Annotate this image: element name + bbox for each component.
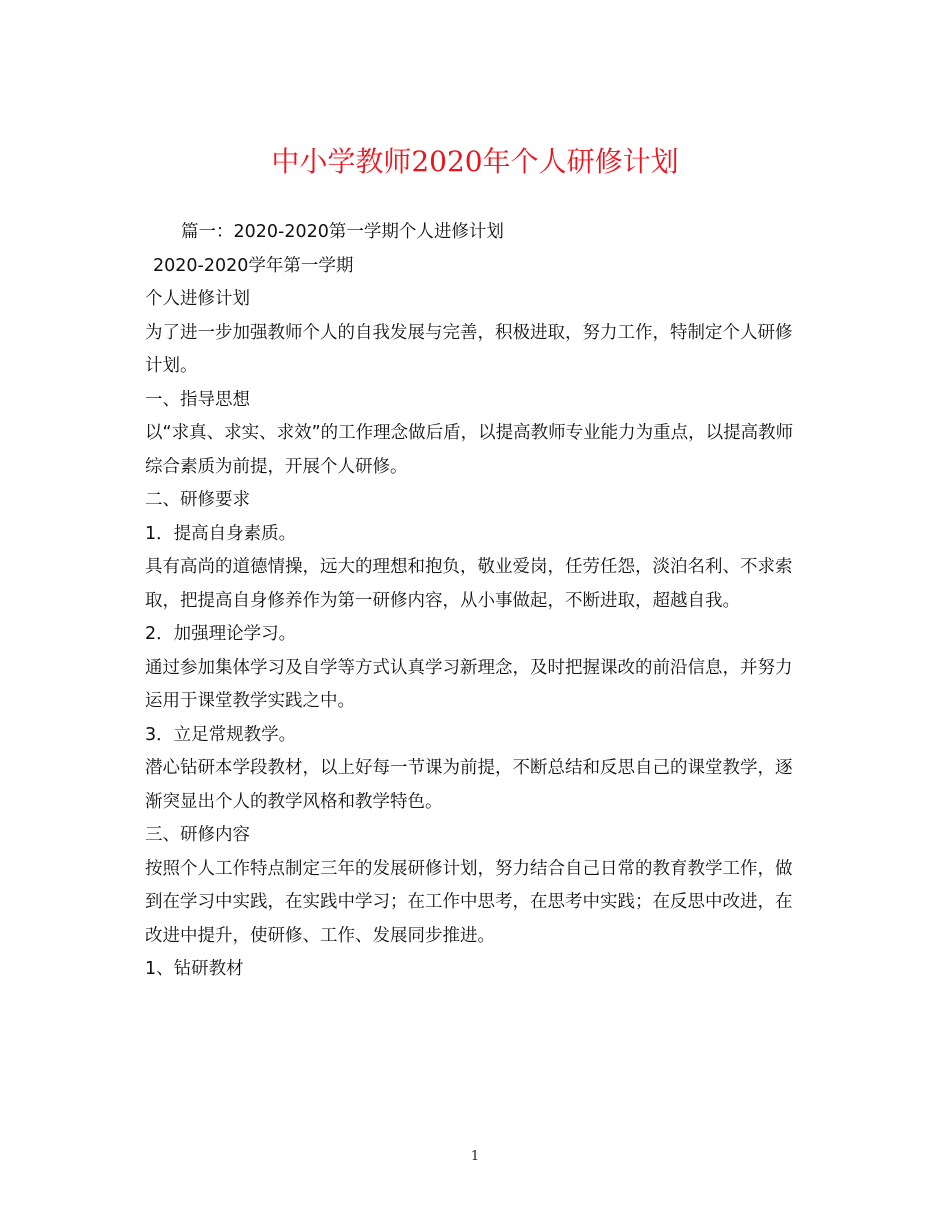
- paragraph-req-2-body: 通过参加集体学习及自学等方式认真学习新理念，及时把握课改的前沿信息，并努力运用于课堂教学实践之中。: [145, 657, 793, 711]
- paragraph-req-1-body: 具有高尚的道德情操，远大的理想和抱负，敬业爱岗，任劳任怨，淡泊名利、不求索取，把提高自身修养作为第一研修内容，从小事做起，不断进取，超越自我。: [145, 557, 793, 611]
- paragraph-content-body: 按照个人工作特点制定三年的发展研修计划，努力结合自己日常的教育教学工作，做到在学习中实践，在实践中学习；在工作中思考，在思考中实践；在反思中改进，在改进中提升，使研修、工作、发展同步推进。: [145, 858, 793, 946]
- paragraph-heading-guiding: 一、指导思想: [145, 389, 250, 410]
- paragraph-req-3-body: 潜心钻研本学段教材，以上好每一节课为前提，不断总结和反思自己的课堂教学，逐渐突显出个人的教学风格和教学特色。: [145, 758, 793, 812]
- paragraph-heading-requirements: 二、研修要求: [145, 490, 250, 510]
- paragraph-guiding: 以“求真、求实、求效”的工作理念做后盾，以提高教师专业能力为重点，以提高教师综合素质为前提，开展个人研修。: [145, 423, 794, 477]
- paragraph-intro: 为了进一步加强教师个人的自我发展与完善，积极进取，努力工作，特制定个人研修计划。: [145, 322, 793, 376]
- document-title: 中小学教师2020年个人研修计划: [271, 145, 679, 178]
- paragraph-req-3-title: 3．立足常规教学。: [145, 724, 297, 745]
- paragraph-req-2-title: 2．加强理论学习。: [145, 624, 297, 644]
- document-body: [145, 216, 805, 987]
- paragraph-heading-content: 三、研修内容: [145, 825, 250, 845]
- page-number: 1: [470, 1149, 480, 1164]
- paragraph-req-1-title: 1．提高自身素质。: [145, 523, 297, 544]
- paragraph-plan-name: 个人进修计划: [145, 289, 250, 309]
- paragraph-content-1: 1、钻研教材: [145, 959, 244, 979]
- paragraph-section-heading: 篇一：2020-2020第一学期个人进修计划: [181, 222, 504, 242]
- paragraph-semester: 2020-2020学年第一学期: [153, 255, 354, 276]
